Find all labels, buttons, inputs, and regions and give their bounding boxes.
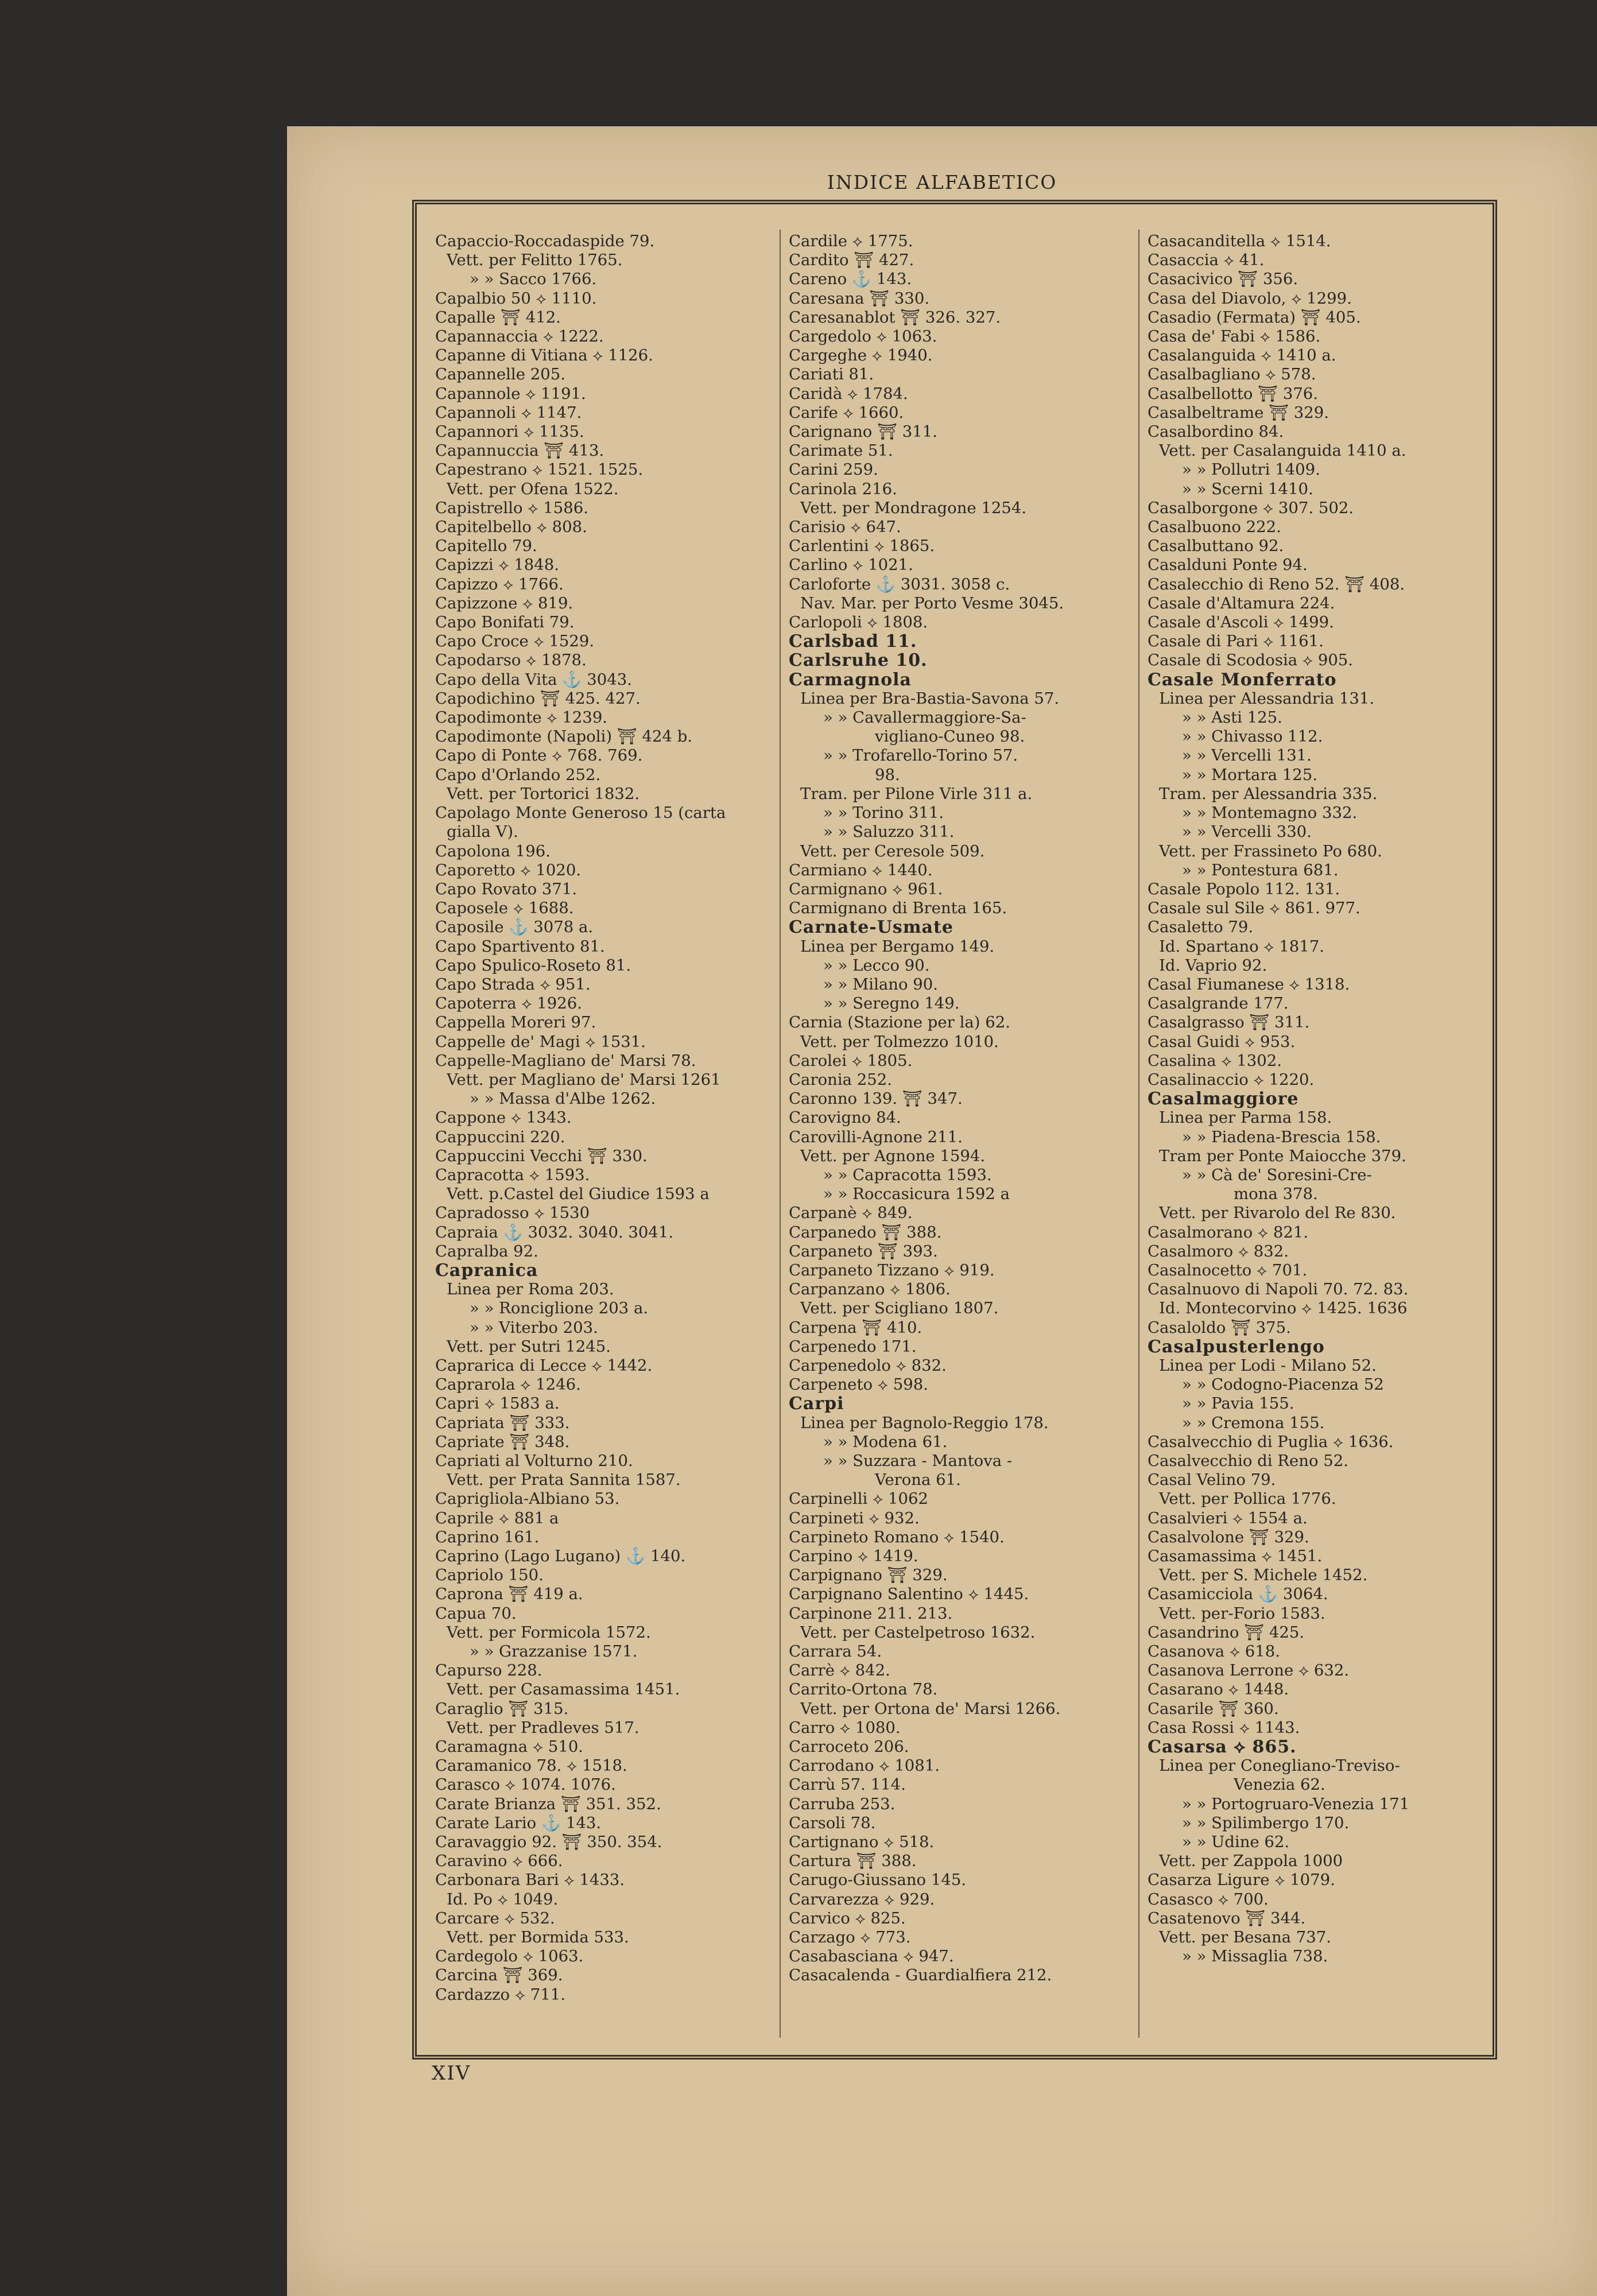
index-entry: Vett. per Casalanguida 1410 a. [1159, 441, 1406, 460]
index-entry: Vett. per Bormida 533. [447, 1928, 629, 1947]
index-entry: Capalbio 50 ⟡ 1110. [435, 289, 597, 308]
index-entry: » » Pontestura 681. [1182, 860, 1339, 879]
index-entry: » » Portogruaro-Venezia 171 [1182, 1794, 1410, 1813]
page-number: XIV [432, 2062, 471, 2085]
index-entry: Capracotta ⟡ 1593. [435, 1165, 590, 1184]
index-entry: Carini 259. [789, 460, 878, 479]
index-entry: » » Sacco 1766. [470, 270, 597, 289]
index-entry: Capri ⟡ 1583 a. [435, 1394, 560, 1413]
index-entry: Casatenovo ⛩ 344. [1148, 1909, 1306, 1927]
index-entry: Caraglio ⛩ 315. [435, 1699, 569, 1718]
index-entry: Casale d'Altamura 224. [1148, 594, 1335, 612]
index-entry: Casamicciola ⚓ 3064. [1148, 1585, 1328, 1604]
index-entry: Carinola 216. [789, 479, 897, 498]
index-entry: Verona 61. [875, 1471, 961, 1490]
index-entry: Cartignano ⟡ 518. [789, 1833, 935, 1852]
index-entry: Casalborgone ⟡ 307. 502. [1148, 498, 1354, 517]
index-entry: Carpignano Salentino ⟡ 1445. [789, 1585, 1029, 1604]
index-entry: Vett. per Pradleves 517. [447, 1718, 639, 1737]
index-entry: Carpignano ⛩ 329. [789, 1566, 948, 1585]
index-entry: Carpinelli ⟡ 1062 [789, 1490, 928, 1508]
index-entry: Caprigliola-Albiano 53. [435, 1490, 620, 1508]
index-entry: Capestrano ⟡ 1521. 1525. [435, 460, 644, 479]
index-entry: Carasco ⟡ 1074. 1076. [435, 1775, 616, 1794]
index-entry: Carpinone 211. 213. [789, 1604, 953, 1623]
index-entry: Carpino ⟡ 1419. [789, 1547, 918, 1566]
index-entry: Vett. per Prata Sannita 1587. [447, 1471, 681, 1490]
index-entry: Vett. per Tortorici 1832. [447, 784, 640, 803]
index-entry: Carife ⟡ 1660. [789, 403, 904, 422]
index-entry: Casa Rossi ⟡ 1143. [1148, 1718, 1300, 1737]
index-entry: Capo Spulico-Roseto 81. [435, 956, 631, 975]
index-entry: Capizzi ⟡ 1848. [435, 556, 559, 575]
index-entry: Casasco ⟡ 700. [1148, 1890, 1269, 1909]
index-entry: Casarano ⟡ 1448. [1148, 1680, 1289, 1699]
index-column-2 [789, 232, 1133, 1985]
index-heading: Carpi [789, 1394, 844, 1414]
index-entry: Carpanzano ⟡ 1806. [789, 1280, 951, 1299]
index-entry: Capo della Vita ⚓ 3043. [435, 670, 633, 689]
index-entry: » » Ronciglione 203 a. [470, 1299, 649, 1318]
index-entry: Capitelbello ⟡ 808. [435, 518, 587, 537]
index-entry: Vett. per-Forio 1583. [1159, 1604, 1325, 1623]
index-entry: Tram. per Pilone Virle 311 a. [800, 784, 1033, 803]
index-entry: Carpanè ⟡ 849. [789, 1204, 913, 1223]
index-entry: » » Roccasicura 1592 a [823, 1185, 1010, 1204]
index-entry: Carcina ⛩ 369. [435, 1966, 563, 1985]
index-heading: Carmagnola [789, 670, 912, 689]
index-entry: Carmignano ⟡ 961. [789, 879, 943, 898]
index-entry: Capannelle 205. [435, 365, 565, 384]
index-entry: Casalanguida ⟡ 1410 a. [1148, 346, 1336, 365]
index-entry: Capurso 228. [435, 1661, 542, 1680]
running-head: INDICE ALFABETICO [827, 171, 1057, 193]
index-entry: Capitello 79. [435, 537, 537, 556]
index-entry: Carlino ⟡ 1021. [789, 556, 913, 575]
index-entry: Caronno 139. ⛩ 347. [789, 1089, 963, 1108]
index-entry: Tram. per Alessandria 335. [1159, 784, 1378, 803]
index-entry: Casalecchio di Reno 52. ⛩ 408. [1148, 575, 1405, 594]
index-entry: Casaloldo ⛩ 375. [1148, 1318, 1291, 1337]
index-entry: » » Milano 90. [823, 975, 939, 994]
index-entry: Cariati 81. [789, 365, 874, 384]
index-entry: Capannaccia ⟡ 1222. [435, 327, 604, 346]
index-entry: Casalbuono 222. [1148, 518, 1281, 537]
index-entry: Caresana ⛩ 330. [789, 289, 930, 308]
index-entry: Casalnocetto ⟡ 701. [1148, 1261, 1308, 1279]
index-entry: Carugo-Giussano 145. [789, 1871, 967, 1890]
index-entry: Carvarezza ⟡ 929. [789, 1890, 935, 1909]
index-entry: Capizzo ⟡ 1766. [435, 575, 564, 594]
index-entry: Casanova ⟡ 618. [1148, 1642, 1281, 1661]
index-entry: Cappelle de' Magi ⟡ 1531. [435, 1032, 646, 1051]
index-entry: » » Lecco 90. [823, 956, 930, 975]
index-entry: Casal Guidi ⟡ 953. [1148, 1032, 1296, 1051]
index-entry: Cappuccini Vecchi ⛩ 330. [435, 1146, 648, 1165]
index-entry: Vett. per Ceresole 509. [800, 841, 985, 860]
index-entry: Carpena ⛩ 410. [789, 1318, 922, 1337]
index-entry: Casalvieri ⟡ 1554 a. [1148, 1508, 1308, 1527]
index-entry: vigliano-Cuneo 98. [875, 727, 1025, 746]
index-entry: Id. Montecorvino ⟡ 1425. 1636 [1159, 1299, 1408, 1318]
index-entry: Linea per Alessandria 131. [1159, 689, 1375, 708]
index-entry: Capo d'Orlando 252. [435, 765, 601, 784]
index-entry: » » Capracotta 1593. [823, 1165, 992, 1184]
index-entry: Capriate ⛩ 348. [435, 1432, 570, 1451]
index-entry: Linea per Bergamo 149. [800, 937, 995, 956]
index-entry: Capo Rovato 371. [435, 879, 577, 898]
index-entry: Casalbordino 84. [1148, 422, 1284, 441]
index-entry: Caramagna ⟡ 510. [435, 1737, 584, 1756]
index-entry: Vett. p.Castel del Giudice 1593 a [447, 1185, 710, 1204]
index-entry: Caprona ⛩ 419 a. [435, 1585, 583, 1604]
index-entry: Capriolo 150. [435, 1566, 544, 1585]
index-entry: Vett. per Casamassima 1451. [447, 1680, 680, 1699]
index-entry: Carate Brianza ⛩ 351. 352. [435, 1794, 661, 1813]
index-entry: Casalbuttano 92. [1148, 537, 1284, 556]
index-entry: Carmiano ⟡ 1440. [789, 860, 933, 879]
index-entry: Capodimonte (Napoli) ⛩ 424 b. [435, 727, 693, 746]
index-entry: Capannori ⟡ 1135. [435, 422, 584, 441]
index-entry: Capalle ⛩ 412. [435, 308, 561, 327]
index-entry: Capo Bonifati 79. [435, 613, 575, 632]
index-entry: Capraia ⚓ 3032. 3040. 3041. [435, 1223, 674, 1242]
index-heading: Casalmaggiore [1148, 1089, 1299, 1109]
index-entry: Casalgrande 177. [1148, 994, 1289, 1013]
index-entry: Casale di Scodosia ⟡ 905. [1148, 651, 1354, 670]
index-entry: Carlentini ⟡ 1865. [789, 537, 935, 556]
index-entry: Capo Croce ⟡ 1529. [435, 632, 595, 651]
index-entry: » » Suzzara - Mantova - [823, 1452, 1013, 1470]
index-entry: » » Vercelli 330. [1182, 823, 1312, 841]
index-entry: Linea per Roma 203. [447, 1280, 614, 1299]
index-entry: Caprarola ⟡ 1246. [435, 1375, 581, 1394]
index-heading: Casalpusterlengo [1148, 1337, 1325, 1356]
index-entry: Linea per Bagnolo-Reggio 178. [800, 1413, 1049, 1432]
index-entry: Caprino 161. [435, 1527, 540, 1546]
index-entry: Carrodano ⟡ 1081. [789, 1756, 940, 1775]
index-entry: Nav. Mar. per Porto Vesme 3045. [800, 594, 1064, 612]
index-column-1 [435, 232, 780, 2004]
index-entry: Carpanedo ⛩ 388. [789, 1223, 942, 1242]
index-entry: » » Codogno-Piacenza 52 [1182, 1375, 1384, 1394]
index-entry: Caravaggio 92. ⛩ 350. 354. [435, 1833, 662, 1852]
index-entry: Cargedolo ⟡ 1063. [789, 327, 937, 346]
index-entry: » » Spilimbergo 170. [1182, 1813, 1350, 1832]
index-entry: Cartura ⛩ 388. [789, 1852, 917, 1871]
index-entry: Carpenedolo ⟡ 832. [789, 1356, 947, 1375]
index-entry: Casanova Lerrone ⟡ 632. [1148, 1661, 1350, 1680]
index-entry: Linea per Conegliano-Treviso- [1159, 1756, 1400, 1775]
index-entry: Carrito-Ortona 78. [789, 1680, 938, 1699]
index-entry: Caramanico 78. ⟡ 1518. [435, 1756, 627, 1775]
index-entry: Casa del Diavolo, ⟡ 1299. [1148, 289, 1352, 308]
index-entry: Capannole ⟡ 1191. [435, 384, 586, 403]
index-entry: mona 378. [1234, 1185, 1318, 1204]
index-entry: Carbonara Bari ⟡ 1433. [435, 1871, 625, 1890]
index-entry: Capannoli ⟡ 1147. [435, 403, 582, 422]
index-entry: Carpaneto Tizzano ⟡ 919. [789, 1261, 995, 1279]
index-entry: Carolei ⟡ 1805. [789, 1051, 913, 1070]
index-entry: Caprile ⟡ 881 a [435, 1508, 559, 1527]
index-entry: Vett. per Scigliano 1807. [800, 1299, 999, 1318]
index-entry: Carmignano di Brenta 165. [789, 899, 1007, 918]
index-entry: Casacalenda - Guardialfiera 212. [789, 1966, 1052, 1985]
index-entry: Casal Fiumanese ⟡ 1318. [1148, 975, 1350, 994]
index-entry: Vett. per Rivarolo del Re 830. [1159, 1204, 1396, 1223]
index-entry: » » Mortara 125. [1182, 765, 1317, 784]
index-entry: Id. Vaprio 92. [1159, 956, 1267, 975]
index-entry: Capannuccia ⛩ 413. [435, 441, 604, 460]
index-entry: Carpaneto ⛩ 393. [789, 1242, 938, 1261]
index-entry: Carpineto Romano ⟡ 1540. [789, 1527, 1005, 1546]
index-entry: Linea per Bra-Bastia-Savona 57. [800, 689, 1060, 708]
index-entry: Carignano ⛩ 311. [789, 422, 937, 441]
index-entry: Carovilli-Agnone 211. [789, 1127, 963, 1146]
index-frame [412, 200, 1497, 2060]
index-entry: Casalinaccio ⟡ 1220. [1148, 1070, 1315, 1089]
index-entry: Caprino (Lago Lugano) ⚓ 140. [435, 1547, 686, 1566]
index-column-3 [1148, 232, 1492, 1966]
index-entry: Capolago Monte Generoso 15 (carta [435, 804, 726, 823]
index-entry: Casalnuovo di Napoli 70. 72. 83. [1148, 1280, 1409, 1299]
index-entry: Capaccio-Roccadaspide 79. [435, 232, 655, 250]
index-entry: » » Seregno 149. [823, 994, 960, 1013]
index-entry: » » Scerni 1410. [1182, 479, 1313, 498]
index-entry: Cardile ⟡ 1775. [789, 232, 913, 250]
index-entry: Carrara 54. [789, 1642, 882, 1661]
index-entry: Carovigno 84. [789, 1108, 901, 1127]
index-entry: Casalduni Ponte 94. [1148, 556, 1308, 575]
index-entry: Carruba 253. [789, 1794, 896, 1813]
index-entry: Careno ⚓ 143. [789, 270, 912, 289]
index-entry: Caposele ⟡ 1688. [435, 899, 574, 918]
index-entry: Capralba 92. [435, 1242, 538, 1261]
index-entry: Caridà ⟡ 1784. [789, 384, 908, 403]
index-entry: Carpenedo 171. [789, 1337, 917, 1356]
index-entry: Casadio (Fermata) ⛩ 405. [1148, 308, 1361, 327]
index-entry: Casalina ⟡ 1302. [1148, 1051, 1282, 1070]
index-entry: Carrè ⟡ 842. [789, 1661, 890, 1680]
index-entry: Carisio ⟡ 647. [789, 518, 901, 537]
index-entry: Casandrino ⛩ 425. [1148, 1623, 1305, 1642]
index-entry: Vett. per Ortona de' Marsi 1266. [800, 1699, 1061, 1718]
index-entry: Casalvecchio di Puglia ⟡ 1636. [1148, 1432, 1394, 1451]
index-entry: Capo Strada ⟡ 951. [435, 975, 591, 994]
index-entry: Vett. per Zappola 1000 [1159, 1852, 1343, 1871]
index-entry: » » Vercelli 131. [1182, 746, 1312, 765]
index-entry: Casalvecchio di Reno 52. [1148, 1452, 1349, 1470]
index-entry: Capriati al Volturno 210. [435, 1452, 633, 1470]
index-entry: Vett. per Ofena 1522. [447, 479, 619, 498]
index-entry: Cardegolo ⟡ 1063. [435, 1947, 584, 1966]
index-entry: Carcare ⟡ 532. [435, 1909, 555, 1927]
index-entry: Cappone ⟡ 1343. [435, 1108, 572, 1127]
index-entry: Vett. per Sutri 1245. [447, 1337, 611, 1356]
index-entry: » » Missaglia 738. [1182, 1947, 1328, 1966]
index-entry: » » Cà de' Soresini-Cre- [1182, 1165, 1372, 1184]
index-entry: Casacanditella ⟡ 1514. [1148, 232, 1331, 250]
index-heading: Carlsruhe 10. [789, 651, 928, 670]
index-entry: Carzago ⟡ 773. [789, 1928, 911, 1947]
index-entry: Casale di Pari ⟡ 1161. [1148, 632, 1324, 651]
index-entry: Carpeneto ⟡ 598. [789, 1375, 928, 1394]
index-entry: Carloforte ⚓ 3031. 3058 c. [789, 575, 1010, 594]
index-entry: Casale Popolo 112. 131. [1148, 879, 1340, 898]
index-entry: Vett. per Formicola 1572. [447, 1623, 651, 1642]
index-entry: » » Saluzzo 311. [823, 823, 955, 841]
index-entry: Capo di Ponte ⟡ 768. 769. [435, 746, 643, 765]
index-entry: Vett. per Pollica 1776. [1159, 1490, 1336, 1508]
index-entry: Cardazzo ⟡ 711. [435, 1985, 566, 2004]
index-entry: » » Viterbo 203. [470, 1318, 598, 1337]
index-entry: Casalvolone ⛩ 329. [1148, 1527, 1309, 1546]
index-entry: Caravino ⟡ 666. [435, 1852, 563, 1871]
index-entry: » » Torino 311. [823, 804, 944, 823]
index-entry: Cappella Moreri 97. [435, 1013, 596, 1032]
index-entry: Capriata ⛩ 333. [435, 1413, 570, 1432]
index-entry: Casacivico ⛩ 356. [1148, 270, 1298, 289]
index-heading: Casale Monferrato [1148, 670, 1337, 689]
index-entry: Casalgrasso ⛩ 311. [1148, 1013, 1310, 1032]
index-entry: Capodimonte ⟡ 1239. [435, 708, 608, 727]
index-entry: » » Chivasso 112. [1182, 727, 1323, 746]
index-entry: » » Grazzanise 1571. [470, 1642, 638, 1661]
index-entry: Capistrello ⟡ 1586. [435, 498, 588, 517]
index-entry: Cappelle-Magliano de' Marsi 78. [435, 1051, 696, 1070]
index-entry: Capoterra ⟡ 1926. [435, 994, 582, 1013]
index-entry: Casalbeltrame ⛩ 329. [1148, 403, 1329, 422]
index-entry: Carro ⟡ 1080. [789, 1718, 901, 1737]
book-page [287, 126, 1597, 2296]
index-entry: Casarza Ligure ⟡ 1079. [1148, 1871, 1335, 1890]
index-entry: Venezia 62. [1234, 1775, 1325, 1794]
index-entry: Casale d'Ascoli ⟡ 1499. [1148, 613, 1334, 632]
index-entry: Vett. per Mondragone 1254. [800, 498, 1027, 517]
index-entry: Vett. per Tolmezzo 1010. [800, 1032, 999, 1051]
index-entry: Carroceto 206. [789, 1737, 909, 1756]
index-entry: Tram per Ponte Maiocche 379. [1159, 1146, 1406, 1165]
index-entry: gialla V). [447, 823, 518, 841]
index-entry: Carsoli 78. [789, 1813, 876, 1832]
index-entry: » » Pollutri 1409. [1182, 460, 1320, 479]
index-entry: Casalbellotto ⛩ 376. [1148, 384, 1319, 403]
index-entry: Id. Spartano ⟡ 1817. [1159, 937, 1325, 956]
index-entry: Carnia (Stazione per la) 62. [789, 1013, 1010, 1032]
index-entry: » » Montemagno 332. [1182, 804, 1358, 823]
index-entry: Vett. per Castelpetroso 1632. [800, 1623, 1036, 1642]
index-entry: » » Massa d'Albe 1262. [470, 1089, 656, 1108]
index-entry: Casaletto 79. [1148, 918, 1254, 937]
index-entry: Casa de' Fabi ⟡ 1586. [1148, 327, 1321, 346]
index-entry: Carvico ⟡ 825. [789, 1909, 906, 1927]
index-entry: Casaccia ⟡ 41. [1148, 251, 1265, 270]
index-entry: » » Trofarello-Torino 57. [823, 746, 1018, 765]
column-rule [780, 230, 781, 2038]
index-entry: » » Modena 61. [823, 1432, 948, 1451]
index-heading: Capranica [435, 1261, 538, 1281]
index-entry: Caresanablot ⛩ 326. 327. [789, 308, 1001, 327]
index-entry: » » Piadena-Brescia 158. [1182, 1127, 1381, 1146]
index-entry: Capradosso ⟡ 1530 [435, 1204, 590, 1223]
index-entry: » » Asti 125. [1182, 708, 1282, 727]
index-entry: Casalmorano ⟡ 821. [1148, 1223, 1309, 1242]
index-entry: Vett. per Frassineto Po 680. [1159, 841, 1382, 860]
index-entry: Capodichino ⛩ 425. 427. [435, 689, 641, 708]
index-entry: Capo Spartivento 81. [435, 937, 605, 956]
index-entry: Caporetto ⟡ 1020. [435, 860, 582, 879]
index-entry: Casale sul Sile ⟡ 861. 977. [1148, 899, 1360, 918]
index-entry: 98. [875, 765, 900, 784]
index-entry: Casal Velino 79. [1148, 1471, 1276, 1490]
column-rule [1138, 230, 1139, 2038]
index-heading: Carlsbad 11. [789, 632, 917, 651]
index-entry: Casalbagliano ⟡ 578. [1148, 365, 1316, 384]
index-entry: Casamassima ⟡ 1451. [1148, 1547, 1323, 1566]
index-entry: Vett. per S. Michele 1452. [1159, 1566, 1368, 1585]
index-entry: Capua 70. [435, 1604, 517, 1623]
index-entry: Casalmoro ⟡ 832. [1148, 1242, 1289, 1261]
index-entry: » » Cremona 155. [1182, 1413, 1325, 1432]
index-heading: Carnate-Usmate [789, 918, 953, 937]
index-entry: Carate Lario ⚓ 143. [435, 1813, 602, 1832]
index-entry: Linea per Parma 158. [1159, 1108, 1332, 1127]
index-entry: Casabasciana ⟡ 947. [789, 1947, 954, 1966]
index-entry: Vett. per Magliano de' Marsi 1261 [447, 1070, 721, 1089]
index-entry: » » Pavia 155. [1182, 1394, 1294, 1413]
index-entry: Carlopoli ⟡ 1808. [789, 613, 928, 632]
index-entry: Carimate 51. [789, 441, 893, 460]
index-entry: Caronia 252. [789, 1070, 893, 1089]
index-entry: Vett. per Besana 737. [1159, 1928, 1332, 1947]
index-entry: Carpineti ⟡ 932. [789, 1508, 920, 1527]
index-entry: Caposile ⚓ 3078 a. [435, 918, 594, 937]
index-entry: Casarile ⛩ 360. [1148, 1699, 1279, 1718]
index-entry: » » Udine 62. [1182, 1833, 1290, 1852]
index-entry: Capizzone ⟡ 819. [435, 594, 573, 612]
index-heading: Casarsa ⟡ 865. [1148, 1737, 1297, 1757]
index-entry: Linea per Lodi - Milano 52. [1159, 1356, 1377, 1375]
index-entry: Caprarica di Lecce ⟡ 1442. [435, 1356, 653, 1375]
index-entry: Id. Po ⟡ 1049. [447, 1890, 559, 1909]
index-entry: Cappuccini 220. [435, 1127, 565, 1146]
index-entry: Capanne di Vitiana ⟡ 1126. [435, 346, 653, 365]
index-entry: Cardito ⛩ 427. [789, 251, 914, 270]
index-entry: Cargeghe ⟡ 1940. [789, 346, 933, 365]
index-entry: Capolona 196. [435, 841, 551, 860]
index-entry: Vett. per Agnone 1594. [800, 1146, 986, 1165]
index-entry: Vett. per Felitto 1765. [447, 251, 623, 270]
index-entry: Carrù 57. 114. [789, 1775, 906, 1794]
index-entry: » » Cavallermaggiore-Sa- [823, 708, 1026, 727]
index-entry: Capodarso ⟡ 1878. [435, 651, 587, 670]
